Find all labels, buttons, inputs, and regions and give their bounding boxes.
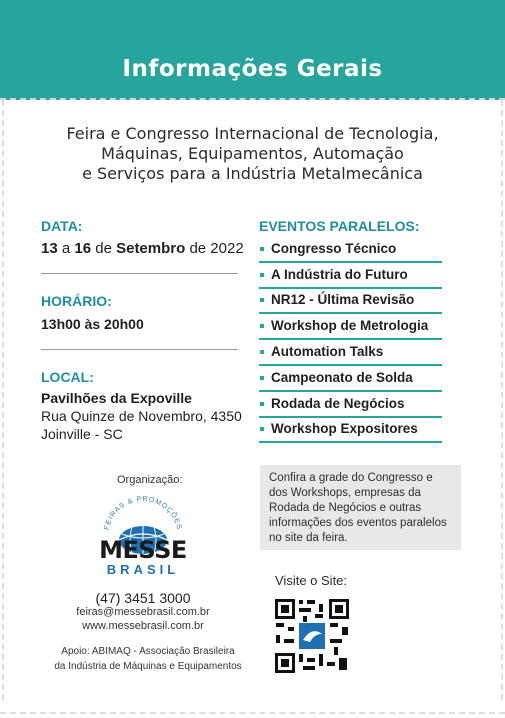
bullet-icon [260,376,264,380]
event-name: Campeonato de Solda [271,369,413,385]
organizer-email[interactable]: feiras@messebrasil.com.br [76,606,210,618]
divider [41,349,238,350]
location-label: LOCAL: [41,369,94,385]
list-item [259,366,442,392]
bullet-icon [260,298,264,302]
hours-label: HORÁRIO: [41,293,112,309]
location-street: Rua Quinze de Novembro, 4350 [41,408,242,424]
event-name: Automation Talks [271,344,384,360]
organizer-label: Organização: [117,474,183,486]
date-sep: a [57,240,75,257]
list-item [259,418,442,444]
bullet-icon [260,427,264,431]
svg-text:FEIRAS & PROMOÇÕES [104,496,183,531]
list-item [259,392,442,418]
logo-arc-text: FEIRAS & PROMOÇÕES [103,495,183,531]
list-item [259,289,442,315]
date-end: 16 [74,240,92,257]
bullet-icon [260,324,264,328]
event-name: Congresso Técnico [271,240,397,256]
date-month: Setembro [116,240,186,257]
date-year: de 2022 [185,240,244,257]
list-item [259,314,442,340]
event-name: Rodada de Negócios [271,395,405,411]
list-item [259,237,442,263]
logo-subname: BRASIL [106,562,180,577]
bullet-icon [260,350,264,354]
events-list [259,237,442,443]
bullet-icon [260,402,264,406]
divider [41,273,238,274]
date-value [41,240,244,257]
visit-site-label: Visite o Site: [275,573,348,588]
subtitle-line-3: e Serviços para a Indústria Metalmecânica [82,164,423,183]
subtitle-line-1: Feira e Congresso Internacional de Tecnologia, [66,124,439,143]
location-venue: Pavilhões da Expoville [41,390,192,406]
cut-line-bottom [0,712,505,714]
bullet-icon [260,247,264,251]
header-banner [0,0,505,100]
event-name: Workshop Expositores [271,421,418,437]
qr-code-icon[interactable] [274,598,350,674]
organizer-phone: (47) 3451 3000 [95,590,191,606]
logo-name: MESSE [99,536,187,564]
cut-line-right [501,100,503,700]
support-text [48,644,248,674]
event-name: Workshop de Metrologia [271,318,429,334]
support-line-2: da Indústria de Máquinas e Equipamentos [54,661,242,672]
event-name: NR12 - Última Revisão [271,292,415,308]
support-line-1: Apoio: ABIMAQ - Associação Brasileira [61,646,235,657]
date-start: 13 [41,240,58,257]
list-item [259,340,442,366]
event-name: A Indústria do Futuro [271,266,408,282]
hours-value: 13h00 às 20h00 [41,316,144,332]
location-city: Joinville - SC [41,426,123,442]
page-title: Informações Gerais [122,56,383,82]
subtitle-line-2: Máquinas, Equipamentos, Automação [101,144,404,163]
bullet-icon [260,273,264,277]
date-de: de [91,240,117,257]
info-box: Confira a grade do Congresso e dos Workshops, empresas da Rodada de Negócios e outras informações dos eventos paralelos no site da feira. [260,465,461,550]
events-label: EVENTOS PARALELOS: [259,218,420,234]
event-subtitle [0,124,505,184]
list-item [259,263,442,289]
organizer-website[interactable]: www.messebrasil.com.br [82,620,204,632]
date-label: DATA: [41,218,83,234]
